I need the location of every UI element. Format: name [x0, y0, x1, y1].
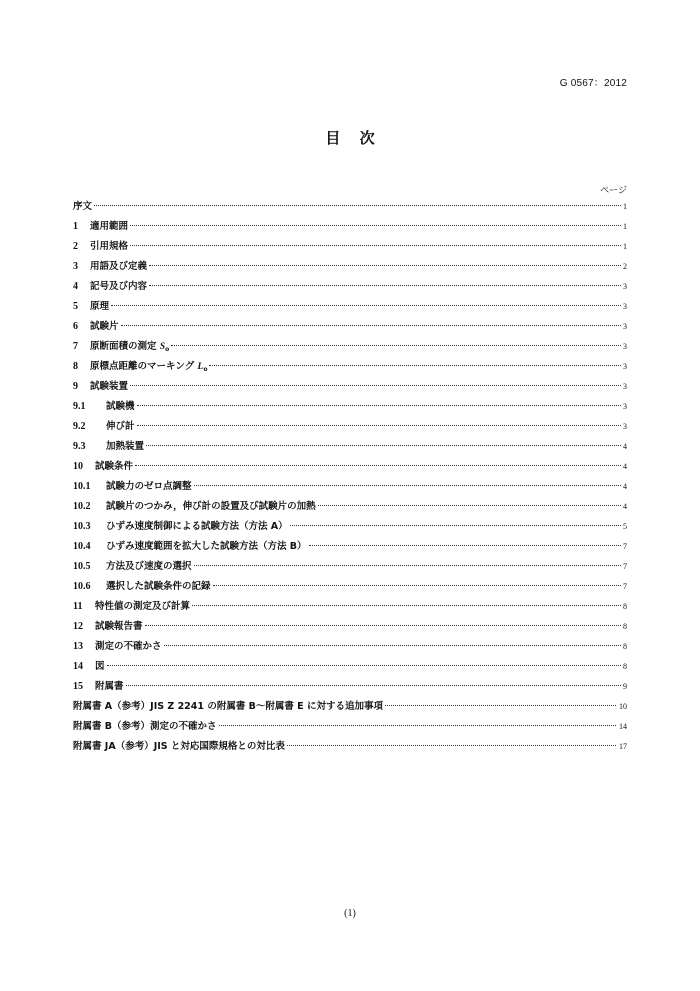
- toc-entry-label: [95, 659, 105, 675]
- toc-dot-leader: [287, 745, 616, 746]
- toc-entry-label: [90, 219, 128, 235]
- toc-entry-page: 4: [623, 482, 627, 491]
- toc-entry-label-text: 序文: [73, 201, 93, 212]
- toc-entry[interactable]: [73, 559, 627, 579]
- toc-dot-leader: [126, 685, 621, 686]
- toc-entry[interactable]: [73, 359, 627, 379]
- toc-entry-label-text: 試験報告書: [95, 621, 143, 632]
- toc-entry-symbol: L: [197, 362, 204, 372]
- toc-entry[interactable]: [73, 199, 627, 219]
- toc-entry-label-text: 附属書 B（参考）測定の不確かさ: [73, 721, 217, 732]
- toc-dot-leader: [309, 545, 621, 546]
- toc-entry-label: [73, 699, 383, 715]
- toc-entry-label: [90, 339, 169, 358]
- toc-dot-leader: [130, 385, 621, 386]
- toc-dot-leader: [318, 505, 621, 506]
- toc-entry[interactable]: [73, 679, 627, 699]
- toc-entry-number: 3: [73, 261, 78, 272]
- page-column-label: ページ: [600, 186, 627, 196]
- toc-entry-label-text: 附属書: [95, 681, 124, 692]
- toc-entry-page: 7: [623, 542, 627, 551]
- toc-dot-leader: [137, 405, 621, 406]
- toc-entry[interactable]: [73, 739, 627, 759]
- toc-entry-label: [73, 199, 92, 215]
- toc-entry-page: 1: [623, 242, 627, 251]
- toc-entry-label-text: ひずみ速度制御による試験方法（方法 A）: [106, 521, 288, 532]
- toc-entry-page: 3: [623, 322, 627, 331]
- footer-page-number: (1): [344, 908, 356, 919]
- toc-entry-label-text: 伸び計: [106, 421, 135, 432]
- toc-entry-label: [90, 259, 147, 275]
- toc-entry-number: 14: [73, 661, 83, 672]
- toc-entry-label-text: 試験機: [106, 401, 135, 412]
- toc-entry-label: [106, 479, 192, 495]
- toc-entry-number: 4: [73, 281, 78, 292]
- toc-entry[interactable]: [73, 439, 627, 459]
- toc-entry-page: 7: [623, 582, 627, 591]
- toc-entry-label: [106, 499, 316, 515]
- toc-entry-page: 4: [623, 442, 627, 451]
- toc-entry-page: 3: [623, 382, 627, 391]
- toc-entry-label-text: 試験条件: [95, 461, 134, 472]
- toc-entry-number: 8: [73, 361, 78, 372]
- toc-entry-page: 1: [623, 202, 627, 211]
- toc-entry[interactable]: [73, 239, 627, 259]
- toc-dot-leader: [149, 265, 621, 266]
- toc-entry[interactable]: [73, 659, 627, 679]
- toc-entry-label: [106, 539, 307, 555]
- toc-entry-label: [73, 719, 217, 735]
- toc-entry-label-text: 原断面積の測定: [90, 341, 157, 352]
- toc-entry-label-text: 特性値の測定及び計算: [95, 601, 191, 612]
- toc-entry-page: 3: [623, 402, 627, 411]
- toc-entry-number: 10: [73, 461, 83, 472]
- toc-dot-leader: [171, 345, 621, 346]
- toc-entry-label-text: 適用範囲: [90, 221, 129, 232]
- toc-entry-label: [95, 619, 143, 635]
- toc-entry-label: [106, 579, 211, 595]
- toc-entry-label: [90, 239, 128, 255]
- toc-entry-number: 6: [73, 321, 78, 332]
- toc-entry[interactable]: [73, 399, 627, 419]
- toc-entry-page: 17: [619, 742, 627, 751]
- toc-dot-leader: [121, 325, 621, 326]
- toc-entry-label: [106, 559, 192, 575]
- toc-entry[interactable]: [73, 519, 627, 539]
- toc-entry-number: 9.2: [73, 421, 86, 432]
- toc-entry-label: [90, 279, 147, 295]
- toc-entry-page: 8: [623, 622, 627, 631]
- toc-entry-label: [95, 639, 162, 655]
- toc-entry[interactable]: [73, 699, 627, 719]
- toc-entry-number: 7: [73, 341, 78, 352]
- toc-entry-label-text: 試験片: [90, 321, 119, 332]
- toc-entry-label-text: 測定の不確かさ: [95, 641, 162, 652]
- toc-entry-number: 11: [73, 601, 83, 612]
- toc-entry-label-text: 選択した試験条件の記録: [106, 581, 211, 592]
- toc-entry[interactable]: [73, 339, 627, 359]
- toc-entry-page: 8: [623, 662, 627, 671]
- toc-entry-page: 3: [623, 282, 627, 291]
- toc-entry[interactable]: [73, 599, 627, 619]
- toc-entry-number: 9.1: [73, 401, 86, 412]
- toc-entry-number: 15: [73, 681, 83, 692]
- toc-entry-label-text: 加熱装置: [106, 441, 145, 452]
- toc-dot-leader: [146, 445, 621, 446]
- toc-dot-leader: [194, 485, 621, 486]
- toc-entry-label-text: 引用規格: [90, 241, 129, 252]
- toc-entry-page: 7: [623, 562, 627, 571]
- toc-entry-page: 1: [623, 222, 627, 231]
- toc-entry[interactable]: [73, 539, 627, 559]
- toc-entry-page: 3: [623, 362, 627, 371]
- toc-entry-number: 9.3: [73, 441, 86, 452]
- toc-dot-leader: [194, 565, 621, 566]
- toc-entry-page: 8: [623, 602, 627, 611]
- toc-entry-number: 10.1: [73, 481, 91, 492]
- toc-dot-leader: [192, 605, 621, 606]
- toc-dot-leader: [149, 285, 621, 286]
- toc-title: 目 次: [325, 129, 375, 147]
- toc-entry-number: 10.4: [73, 541, 91, 552]
- toc-entry[interactable]: [73, 319, 627, 339]
- toc-entry-label: [90, 359, 207, 378]
- toc-entry-label: [106, 519, 288, 535]
- toc-entry-label: [95, 599, 190, 615]
- toc-dot-leader: [135, 465, 621, 466]
- toc-entry[interactable]: [73, 379, 627, 399]
- toc-entry-label-text: 附属書 JA（参考）JIS と対応国際規格との対比表: [73, 741, 285, 752]
- toc-entry[interactable]: [73, 479, 627, 499]
- toc-entry-number: 1: [73, 221, 78, 232]
- toc-dot-leader: [130, 225, 621, 226]
- toc-dot-leader: [94, 205, 621, 206]
- toc-dot-leader: [145, 625, 621, 626]
- toc-entry-label: [106, 419, 135, 435]
- toc-entry-label: [90, 319, 119, 335]
- toc-entry[interactable]: [73, 639, 627, 659]
- toc-entry-label-text: 試験片のつかみ，伸び計の設置及び試験片の加熱: [106, 501, 316, 512]
- toc-entry-label-text: 試験力のゼロ点調整: [106, 481, 192, 492]
- toc-entry-symbol-subscript: o: [203, 366, 208, 373]
- toc-entry-label-text: 試験装置: [90, 381, 129, 392]
- toc-entry-label-text: 原理: [90, 301, 110, 312]
- toc-entry[interactable]: [73, 619, 627, 639]
- toc-entry-label-text: 記号及び内容: [90, 281, 148, 292]
- toc-entry[interactable]: [73, 459, 627, 479]
- toc-entry[interactable]: [73, 259, 627, 279]
- toc-entry-page: 14: [619, 722, 627, 731]
- toc-entry-page: 3: [623, 302, 627, 311]
- toc-dot-leader: [219, 725, 616, 726]
- toc-entry-number: 10.6: [73, 581, 91, 592]
- toc-entry-number: 5: [73, 301, 78, 312]
- toc-entry-page: 4: [623, 462, 627, 471]
- table-of-contents: [73, 199, 627, 759]
- toc-entry[interactable]: [73, 719, 627, 739]
- toc-entry-number: 12: [73, 621, 83, 632]
- toc-entry-label-text: 原標点距離のマーキング: [90, 361, 195, 372]
- document-code: G 0567：2012: [559, 78, 627, 89]
- toc-entry-label-text: ひずみ速度範囲を拡大した試験方法（方法 B）: [106, 541, 307, 552]
- toc-entry[interactable]: [73, 579, 627, 599]
- toc-entry-number: 2: [73, 241, 78, 252]
- toc-dot-leader: [130, 245, 621, 246]
- toc-entry-symbol: S: [159, 342, 166, 352]
- toc-entry-page: 2: [623, 262, 627, 271]
- toc-dot-leader: [209, 365, 621, 366]
- toc-dot-leader: [111, 305, 621, 306]
- toc-entry[interactable]: [73, 219, 627, 239]
- toc-entry-page: 8: [623, 642, 627, 651]
- toc-entry[interactable]: [73, 419, 627, 439]
- toc-entry[interactable]: [73, 299, 627, 319]
- toc-entry-number: 10.3: [73, 521, 91, 532]
- toc-entry-number: 13: [73, 641, 83, 652]
- toc-dot-leader: [290, 525, 621, 526]
- toc-dot-leader: [213, 585, 621, 586]
- toc-entry-label: [90, 299, 109, 315]
- toc-entry-label: [90, 379, 128, 395]
- toc-dot-leader: [107, 665, 621, 666]
- toc-entry-number: 10.5: [73, 561, 91, 572]
- toc-entry-label-text: 方法及び速度の選択: [106, 561, 192, 572]
- toc-entry-label: [95, 679, 124, 695]
- toc-entry-label: [73, 739, 285, 755]
- toc-entry-label-text: 用語及び定義: [90, 261, 148, 272]
- toc-entry-label-text: 図: [95, 661, 105, 672]
- toc-entry-number: 10.2: [73, 501, 91, 512]
- toc-entry-page: 5: [623, 522, 627, 531]
- toc-entry-page: 3: [623, 422, 627, 431]
- toc-entry-page: 4: [623, 502, 627, 511]
- toc-entry-label-text: 附属書 A（参考）JIS Z 2241 の附属書 B～附属書 E に対する追加事項: [73, 701, 383, 712]
- toc-entry-label: [95, 459, 133, 475]
- toc-entry-page: 10: [619, 702, 627, 711]
- toc-entry[interactable]: [73, 499, 627, 519]
- toc-entry-number: 9: [73, 381, 78, 392]
- toc-entry-symbol-subscript: o: [165, 346, 170, 353]
- toc-entry-page: 9: [623, 682, 627, 691]
- toc-entry[interactable]: [73, 279, 627, 299]
- toc-dot-leader: [137, 425, 621, 426]
- toc-entry-label: [106, 439, 144, 455]
- toc-entry-page: 3: [623, 342, 627, 351]
- toc-dot-leader: [385, 705, 616, 706]
- toc-entry-label: [106, 399, 135, 415]
- toc-dot-leader: [164, 645, 621, 646]
